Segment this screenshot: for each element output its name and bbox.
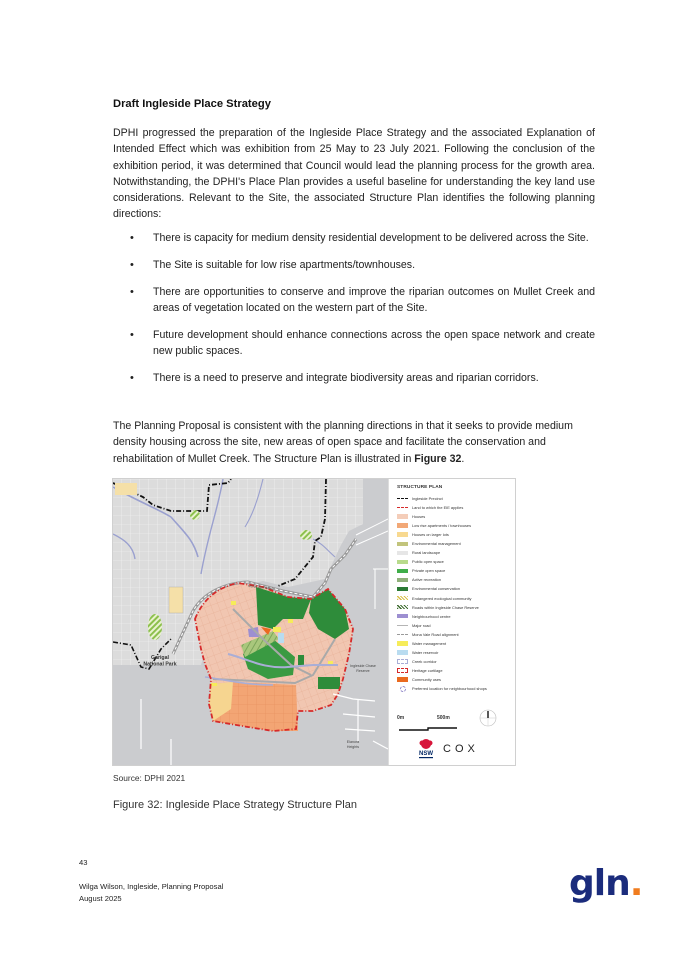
footer-date: August 2025 bbox=[79, 894, 122, 903]
legend-item bbox=[397, 594, 515, 603]
legend-label: Environmental conservation bbox=[412, 586, 461, 592]
list-item: • There is capacity for medium density residential development to be delivered across the Site. bbox=[113, 230, 595, 246]
legend-items bbox=[397, 494, 515, 693]
legend-item bbox=[397, 548, 515, 557]
legend-label: Major road bbox=[412, 622, 431, 628]
bullet-icon: • bbox=[130, 258, 134, 271]
legend-swatch-icon bbox=[400, 686, 406, 692]
legend-swatch-icon bbox=[397, 560, 408, 565]
bullet-icon: • bbox=[130, 328, 134, 341]
legend-swatch-icon bbox=[397, 614, 408, 619]
legend-label: Houses on larger lots bbox=[412, 532, 449, 538]
legend-label: Neighbourhood centre bbox=[412, 613, 451, 619]
legend-swatch-icon bbox=[397, 498, 408, 499]
legend-item bbox=[397, 684, 515, 693]
section-heading: Draft Ingleside Place Strategy bbox=[113, 98, 271, 110]
legend-swatch-icon bbox=[397, 605, 408, 610]
legend-swatch-icon bbox=[397, 532, 408, 537]
legend-item bbox=[397, 639, 515, 648]
legend-item bbox=[397, 648, 515, 657]
list-item: • Future development should enhance connections across the open space network and create new public spaces. bbox=[130, 328, 595, 357]
cox-logo: COX bbox=[443, 743, 479, 755]
legend-swatch-icon bbox=[397, 551, 408, 556]
legend-label: Preferred location for neighbourhood shops bbox=[412, 686, 487, 691]
legend-swatch-icon bbox=[397, 677, 408, 682]
legend-label: Creek corridor bbox=[412, 658, 437, 664]
page-number: 43 bbox=[79, 858, 88, 867]
figure-caption: Figure 32: Ingleside Place Strategy Structure Plan bbox=[113, 799, 357, 811]
figure-source: Source: DPHI 2021 bbox=[113, 773, 186, 783]
gln-logo: gln. bbox=[569, 863, 643, 904]
scale-bar-graphic bbox=[399, 727, 457, 731]
figure-logos bbox=[417, 737, 497, 761]
legend-label: Mona Vale Road alignment bbox=[412, 631, 459, 637]
svg-text:Mona Vale Road: Mona Vale Road bbox=[247, 584, 274, 591]
legend-swatch-icon bbox=[397, 596, 408, 601]
legend-item bbox=[397, 494, 515, 503]
svg-text:NSW: NSW bbox=[419, 751, 433, 757]
legend-swatch-icon bbox=[397, 507, 408, 508]
legend-swatch-icon bbox=[397, 578, 408, 583]
svg-text:National Park: National Park bbox=[143, 661, 177, 668]
legend-item bbox=[397, 630, 515, 639]
legend-label: Land to which the EIE applies bbox=[412, 505, 464, 511]
planning-directions-list bbox=[113, 230, 595, 397]
legend-item bbox=[397, 675, 515, 684]
legend-swatch-icon bbox=[397, 523, 408, 528]
legend-item bbox=[397, 621, 515, 630]
legend-swatch-icon bbox=[397, 634, 408, 635]
legend-label: Low rise apartments / townhouses bbox=[412, 523, 472, 529]
bullet-icon: • bbox=[130, 371, 134, 384]
legend-swatch-icon bbox=[397, 625, 408, 626]
legend-label: Environmental management bbox=[412, 541, 461, 547]
legend-label: Heritage curtilage bbox=[412, 667, 443, 673]
nsw-government-logo-icon bbox=[417, 738, 435, 760]
legend-label: Houses bbox=[412, 514, 426, 520]
legend-label: Water reservoir bbox=[412, 649, 439, 655]
legend-swatch-icon bbox=[397, 514, 408, 519]
legend-item bbox=[397, 566, 515, 575]
legend-item bbox=[397, 603, 515, 612]
legend-swatch-icon bbox=[397, 542, 408, 547]
legend-label: Water management bbox=[412, 640, 447, 646]
legend-label: Community uses bbox=[412, 676, 441, 682]
list-item: • There is a need to preserve and integrate biodiversity areas and riparian corridors. bbox=[113, 370, 595, 386]
legend-title: STRUCTURE PLAN bbox=[397, 485, 443, 490]
legend-item bbox=[397, 612, 515, 621]
legend-label: Ingleside Precinct bbox=[412, 496, 443, 502]
legend-label: Active recreation bbox=[412, 577, 441, 583]
legend-swatch-icon bbox=[397, 569, 408, 574]
list-item: • The Site is suitable for low rise apartments/townhouses. bbox=[113, 257, 595, 273]
legend-swatch-icon bbox=[397, 650, 408, 655]
svg-text:Garigal: Garigal bbox=[151, 655, 169, 661]
svg-text:Heights: Heights bbox=[346, 745, 360, 749]
bullet-icon: • bbox=[130, 285, 134, 298]
map-legend bbox=[388, 479, 516, 765]
legend-label: Rural landscape bbox=[412, 550, 441, 556]
legend-label: Public open space bbox=[412, 559, 444, 565]
structure-plan-map bbox=[113, 479, 388, 765]
legend-label: Roads within Ingleside Chase Reserve bbox=[412, 604, 479, 610]
legend-item bbox=[397, 584, 515, 593]
figure-reference: Figure 32 bbox=[414, 452, 462, 465]
legend-swatch-icon bbox=[397, 587, 408, 592]
scale-bar: 0m 500m bbox=[397, 715, 467, 735]
north-arrow-icon bbox=[479, 709, 497, 727]
legend-item bbox=[397, 503, 515, 512]
legend-label: Private open space bbox=[412, 568, 446, 574]
legend-label: Endangered ecological community bbox=[412, 595, 472, 601]
legend-item bbox=[397, 557, 515, 566]
legend-swatch-icon bbox=[397, 659, 408, 664]
bullet-icon: • bbox=[130, 232, 134, 244]
legend-item bbox=[397, 575, 515, 584]
legend-item bbox=[397, 539, 515, 548]
legend-item bbox=[397, 666, 515, 675]
svg-text:Reserve: Reserve bbox=[356, 669, 370, 673]
svg-text:Ingleside Chase: Ingleside Chase bbox=[350, 664, 376, 668]
closing-paragraph: The Planning Proposal is consistent with the planning directions in that it seeks to provide medium density housing across the site, new areas of open space and facilitate the conservation and rehabilitation of Mullet Creek. The Structure Plan is illustrated in Figure 32. bbox=[113, 420, 573, 465]
footer-doc-title: Wilga Wilson, Ingleside, Planning Proposal bbox=[79, 882, 224, 891]
legend-swatch-icon bbox=[397, 668, 408, 673]
legend-item bbox=[397, 521, 515, 530]
list-item: • There are opportunities to conserve and improve the riparian outcomes on Mullet Creek and areas of vegetation located on the western part of the Site. bbox=[130, 285, 595, 314]
structure-plan-figure bbox=[112, 478, 516, 766]
legend-item bbox=[397, 530, 515, 539]
legend-swatch-icon bbox=[397, 641, 408, 646]
legend-item bbox=[397, 657, 515, 666]
intro-paragraph: DPHI progressed the preparation of the Ingleside Place Strategy and the associated Explanation of Intended Effect which was exhibition from 25 May to 23 July 2021. Following the conclusion of the exhibition period, it was determined that Council would lead the planning process for the growth area. Notwithstanding, the DPHI's Place Plan provides a useful baseline for understanding the key land use considerations. Relevant to the Site, the associated Structure Plan identifies the following planning directions: bbox=[113, 127, 595, 221]
svg-text:Elanora: Elanora bbox=[346, 740, 360, 744]
legend-item bbox=[397, 512, 515, 521]
